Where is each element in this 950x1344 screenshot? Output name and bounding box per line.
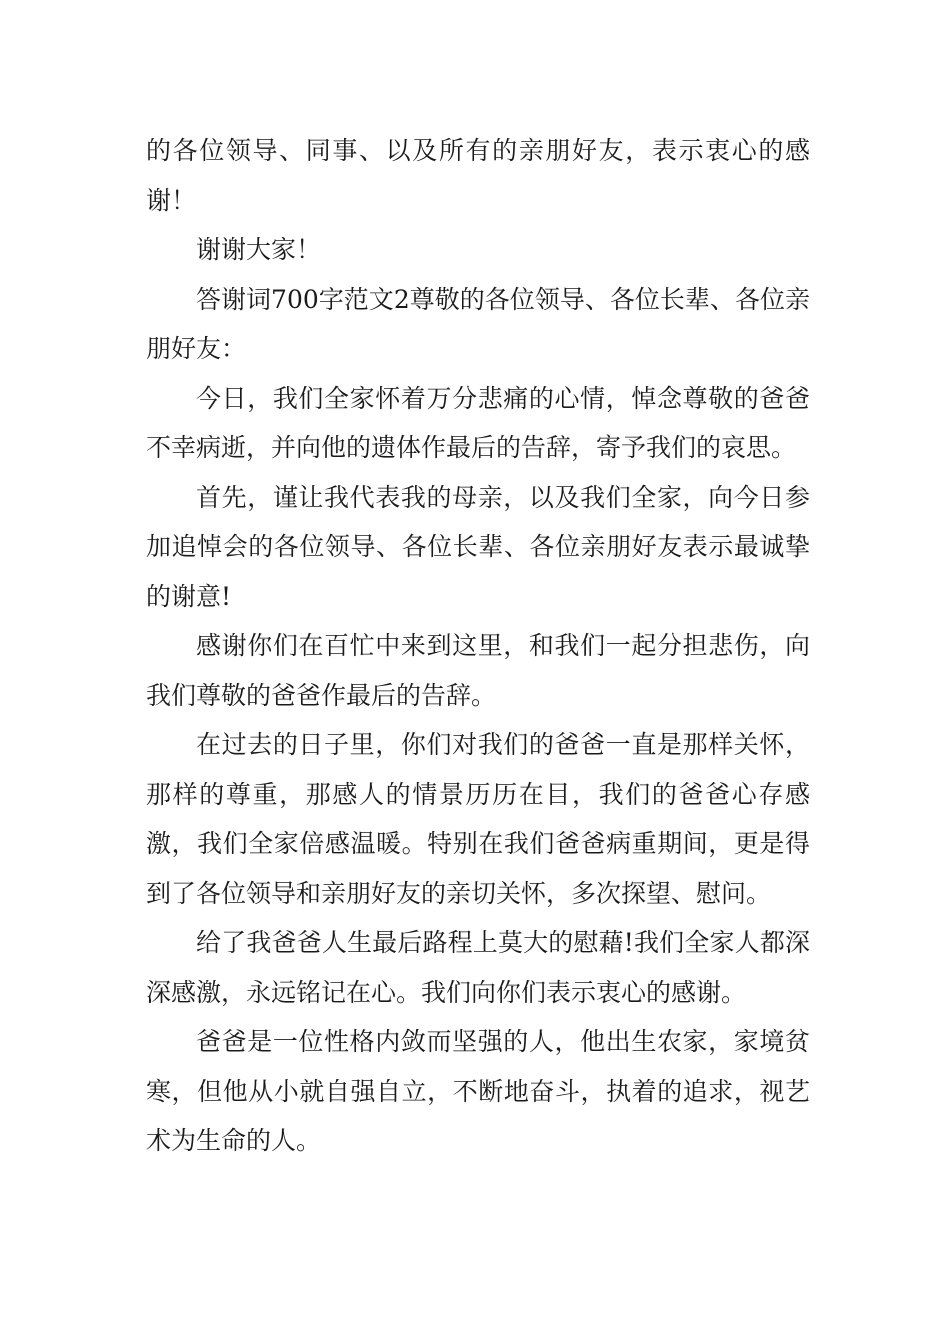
paragraph-5: 首先，谨让我代表我的母亲，以及我们全家，向今日参加追悼会的各位领导、各位长辈、各位亲朋好友表示最诚挚的谢意! [146,482,810,611]
paragraph-9: 爸爸是一位性格内敛而坚强的人，他出生农家，家境贫寒，但他从小就自强自立，不断地奋斗，执着的追求，视艺术为生命的人。 [146,1027,810,1155]
paragraph-4: 今日，我们全家怀着万分悲痛的心情，悼念尊敬的爸爸不幸病逝，并向他的遗体作最后的告辞，寄予我们的哀思。 [146,383,810,462]
paragraph-8: 给了我爸爸人生最后路程上莫大的慰藉!我们全家人都深深感激，永远铭记在心。我们向你们表示衷心的感谢。 [146,928,810,1007]
paragraph-2: 谢谢大家！ [196,235,322,264]
document-page [146,126,810,1166]
paragraph-7: 在过去的日子里，你们对我们的爸爸一直是那样关怀，那样的尊重，那感人的情景历历在目，我们的爸爸心存感激，我们全家倍感温暖。特别在我们爸爸病重期间，更是得到了各位领导和亲朋好友的亲切关怀，多次探望、慰问。 [146,730,810,908]
paragraph-3: 答谢词700字范文2尊敬的各位领导、各位长辈、各位亲朋好友： [146,284,810,363]
paragraph-1: 的各位领导、同事、以及所有的亲朋好友，表示衷心的感谢！ [146,136,810,215]
paragraph-6: 感谢你们在百忙中来到这里，和我们一起分担悲伤，向我们尊敬的爸爸作最后的告辞。 [146,631,810,710]
